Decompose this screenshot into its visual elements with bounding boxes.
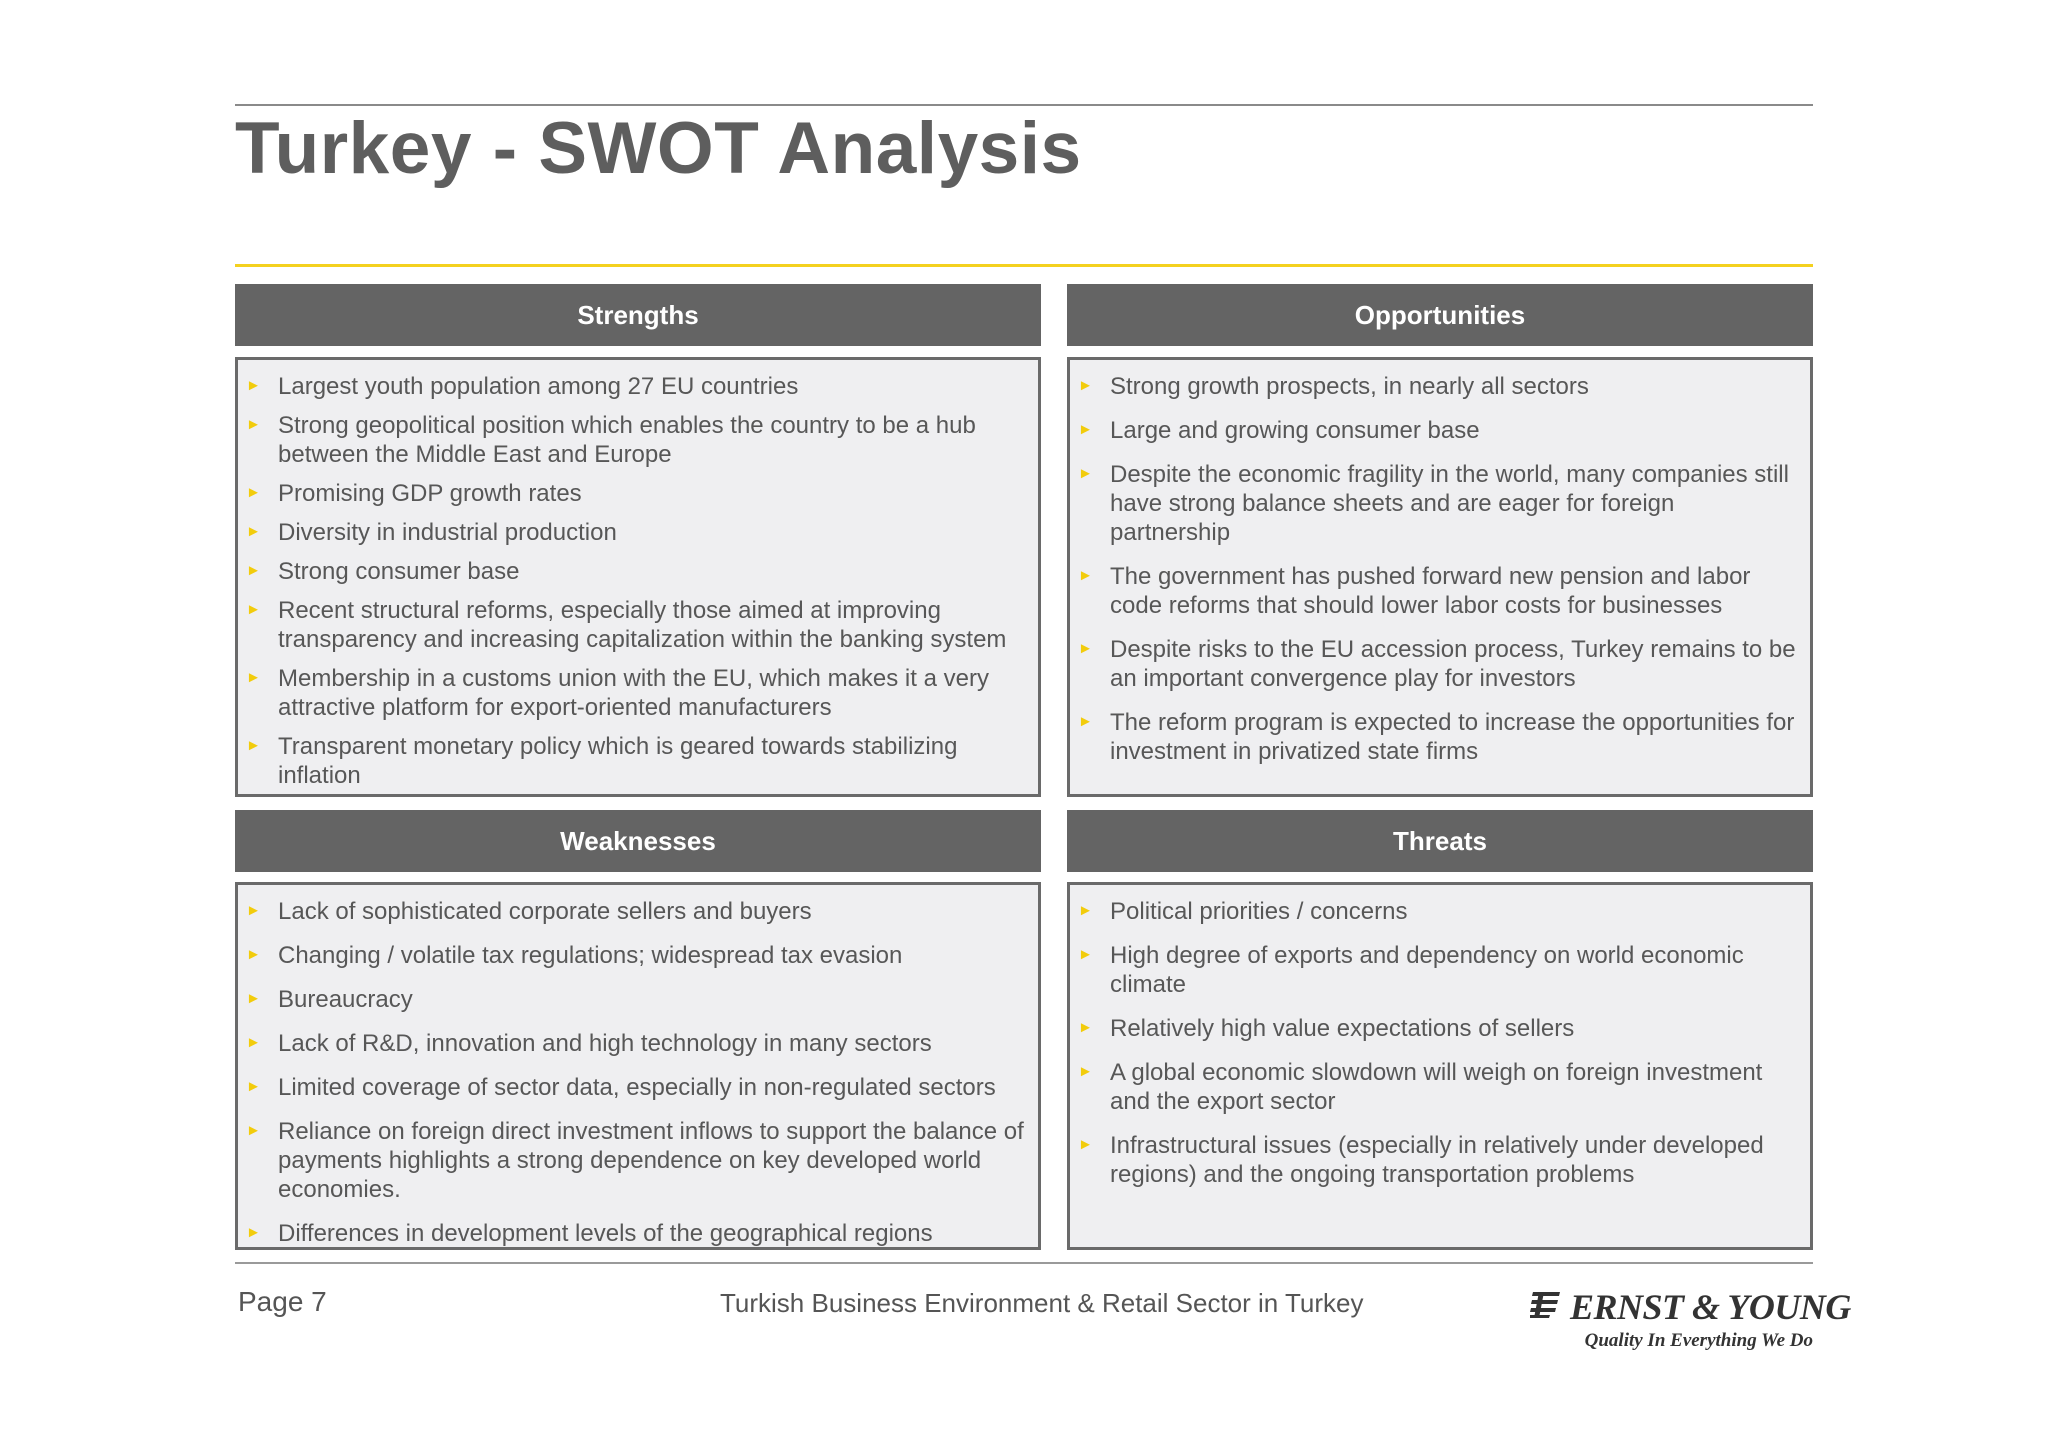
list-item	[1078, 708, 1800, 766]
opportunities-header: Opportunities	[1067, 284, 1813, 346]
strengths-header: Strengths	[235, 284, 1041, 346]
list-item-text: Reliance on foreign direct investment inflows to support the balance of payments highlights a strong dependence on key developed world economies.	[278, 1118, 1024, 1203]
triangle-right-icon: ►	[1078, 1063, 1093, 1080]
list-item	[246, 941, 1028, 970]
list-item-text: Strong consumer base	[278, 558, 520, 585]
list-item	[246, 897, 1028, 926]
triangle-right-icon: ►	[246, 990, 261, 1007]
threats-list	[1078, 897, 1800, 1189]
triangle-right-icon: ►	[1078, 640, 1093, 657]
list-item-text: Largest youth population among 27 EU countries	[278, 373, 799, 400]
list-item	[1078, 1131, 1800, 1189]
triangle-right-icon: ►	[1078, 946, 1093, 963]
page-number: Page 7	[238, 1286, 327, 1317]
list-item-text: Large and growing consumer base	[1110, 417, 1480, 444]
list-item-text: Political priorities / concerns	[1110, 898, 1408, 925]
list-item-text: Strong growth prospects, in nearly all sectors	[1110, 373, 1589, 400]
ey-beams-icon	[1530, 1290, 1562, 1320]
list-item	[1078, 1014, 1800, 1043]
list-item-text: A global economic slowdown will weigh on foreign investment and the export sector	[1110, 1059, 1763, 1115]
list-item	[1078, 562, 1800, 620]
list-item	[246, 664, 1028, 722]
list-item-text: Promising GDP growth rates	[278, 480, 582, 507]
threats-panel	[1067, 882, 1813, 1250]
list-item-text: Despite the economic fragility in the world, many companies still have strong balance sheets and are eager for foreign partnership	[1110, 461, 1789, 546]
list-item	[246, 1073, 1028, 1102]
list-item	[246, 1219, 1028, 1248]
list-item-text: Lack of sophisticated corporate sellers and buyers	[278, 898, 812, 925]
triangle-right-icon: ►	[246, 562, 261, 579]
weaknesses-list	[246, 897, 1028, 1248]
list-item	[246, 596, 1028, 654]
list-item	[246, 372, 1028, 401]
list-item-text: Diversity in industrial production	[278, 519, 617, 546]
footer-document-title: Turkish Business Environment & Retail Sector in Turkey	[720, 1288, 1364, 1318]
list-item-text: Infrastructural issues (especially in relatively under developed regions) and the ongoing transportation problems	[1110, 1132, 1764, 1188]
list-item-text: High degree of exports and dependency on world economic climate	[1110, 942, 1744, 998]
strengths-panel	[235, 357, 1041, 797]
list-item	[1078, 1058, 1800, 1116]
list-item-text: Limited coverage of sector data, especially in non-regulated sectors	[278, 1074, 996, 1101]
list-item-text: Changing / volatile tax regulations; widespread tax evasion	[278, 942, 903, 969]
triangle-right-icon: ►	[1078, 465, 1093, 482]
triangle-right-icon: ►	[246, 902, 261, 919]
list-item-text: Recent structural reforms, especially those aimed at improving transparency and increasing capitalization within the banking system	[278, 597, 1007, 653]
weaknesses-header: Weaknesses	[235, 810, 1041, 872]
triangle-right-icon: ►	[246, 946, 261, 963]
triangle-right-icon: ►	[246, 523, 261, 540]
page-title: Turkey - SWOT Analysis	[235, 108, 1082, 189]
list-item	[246, 479, 1028, 508]
triangle-right-icon: ►	[246, 669, 261, 686]
list-item	[246, 1117, 1028, 1204]
list-item	[246, 1029, 1028, 1058]
triangle-right-icon: ►	[246, 1224, 261, 1241]
list-item	[246, 557, 1028, 586]
triangle-right-icon: ►	[246, 484, 261, 501]
triangle-right-icon: ►	[246, 1078, 261, 1095]
weaknesses-panel	[235, 882, 1041, 1250]
list-item-text: Bureaucracy	[278, 986, 413, 1013]
strengths-list	[246, 372, 1028, 790]
list-item	[246, 518, 1028, 547]
triangle-right-icon: ►	[1078, 1019, 1093, 1036]
list-item	[246, 985, 1028, 1014]
opportunities-list	[1078, 372, 1800, 766]
list-item-text: Differences in development levels of the geographical regions	[278, 1220, 933, 1247]
list-item	[246, 732, 1028, 790]
triangle-right-icon: ►	[246, 416, 261, 433]
list-item-text: The reform program is expected to increase the opportunities for investment in privatized state firms	[1110, 709, 1795, 765]
list-item	[1078, 416, 1800, 445]
list-item-text: Membership in a customs union with the EU, which makes it a very attractive platform for export-oriented manufacturers	[278, 665, 989, 721]
triangle-right-icon: ►	[246, 1034, 261, 1051]
triangle-right-icon: ►	[1078, 567, 1093, 584]
title-accent-divider	[235, 264, 1813, 267]
list-item	[246, 411, 1028, 469]
triangle-right-icon: ►	[1078, 1136, 1093, 1153]
ernst-young-logo	[1530, 1286, 1851, 1356]
list-item	[1078, 460, 1800, 547]
list-item-text: Strong geopolitical position which enables the country to be a hub between the Middle East and Europe	[278, 412, 976, 468]
footer-divider	[235, 1262, 1813, 1264]
opportunities-panel	[1067, 357, 1813, 797]
list-item	[1078, 372, 1800, 401]
triangle-right-icon: ►	[246, 601, 261, 618]
list-item-text: Relatively high value expectations of sellers	[1110, 1015, 1575, 1042]
list-item-text: Transparent monetary policy which is geared towards stabilizing inflation	[278, 733, 958, 789]
list-item-text: Despite risks to the EU accession process, Turkey remains to be an important convergence play for investors	[1110, 636, 1796, 692]
logo-tagline: Quality In Everything We Do	[1584, 1330, 1813, 1351]
list-item	[1078, 897, 1800, 926]
triangle-right-icon: ►	[1078, 713, 1093, 730]
triangle-right-icon: ►	[1078, 421, 1093, 438]
list-item	[1078, 941, 1800, 999]
list-item	[1078, 635, 1800, 693]
list-item-text: The government has pushed forward new pension and labor code reforms that should lower labor costs for businesses	[1110, 563, 1751, 619]
triangle-right-icon: ►	[1078, 377, 1093, 394]
threats-header: Threats	[1067, 810, 1813, 872]
triangle-right-icon: ►	[246, 1122, 261, 1139]
triangle-right-icon: ►	[246, 737, 261, 754]
triangle-right-icon: ►	[246, 377, 261, 394]
list-item-text: Lack of R&D, innovation and high technology in many sectors	[278, 1030, 932, 1057]
triangle-right-icon: ►	[1078, 902, 1093, 919]
logo-wordmark: ERNST & YOUNG	[1570, 1287, 1851, 1327]
